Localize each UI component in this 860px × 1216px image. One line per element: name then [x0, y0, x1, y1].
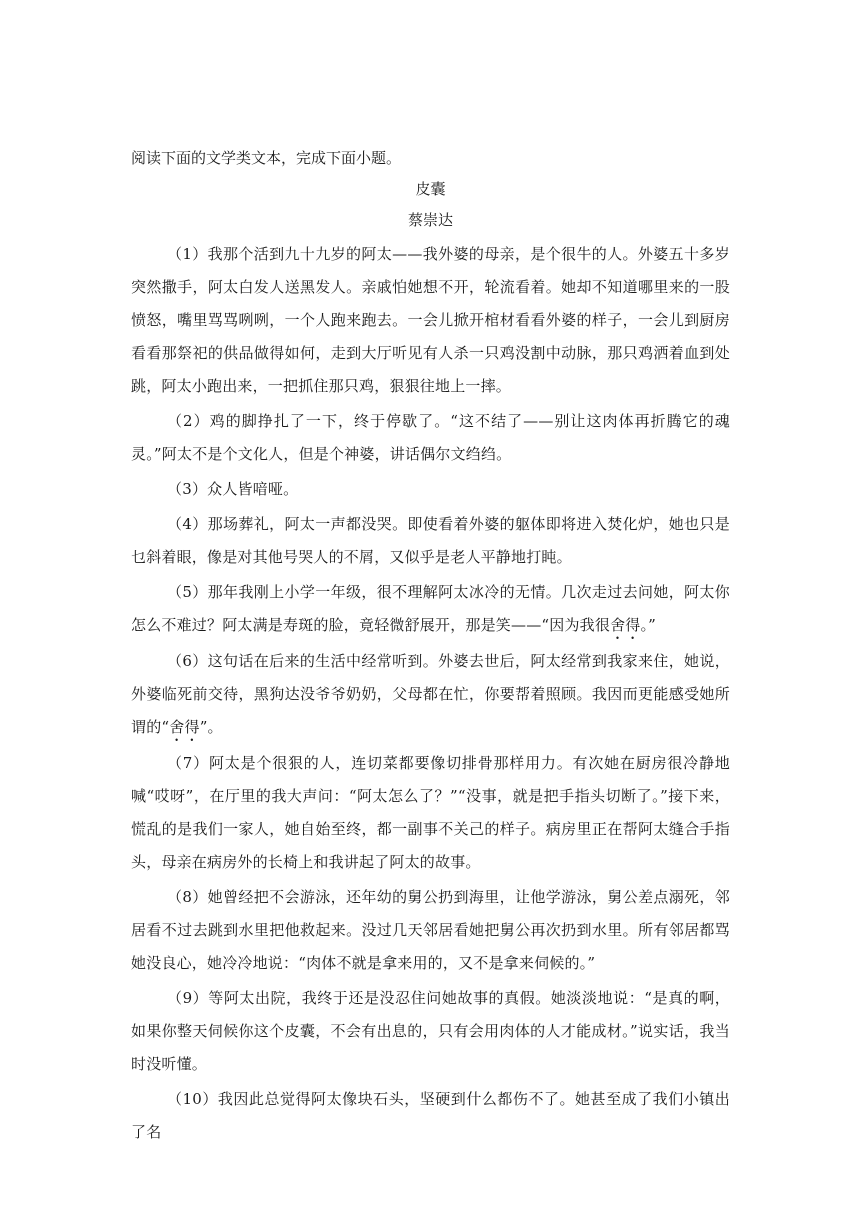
paragraph-text: （8）她曾经把不会游泳，还年幼的舅公扔到海里，让他学游泳，舅公差点溺死，邻居看不过去跳到水里把他救起来。没过几天邻居看她把舅公再次扔到水里。所有邻居都骂她没良心，她冷冷地说：“肉体不就是拿来用的，又不是拿来伺候的。” [131, 888, 730, 972]
paragraph-text: （5）那年我刚上小学一年级，很不理解阿太冰冷的无情。几次走过去问她，阿太你怎么不难过？阿太满是寿斑的脸，竟轻微舒展开，那是笑——“因为我很 [131, 583, 730, 634]
article-body [131, 238, 730, 1149]
paragraph-text: （2）鸡的脚挣扎了一下，终于停歇了。“这不结了——别让这肉体再折腾它的魂灵。”阿太不是个文化人，但是个神婆，讲话偶尔文绉绉。 [131, 412, 730, 463]
emphasized-text: 舍得 [610, 616, 641, 634]
paragraph-text: （4）那场葬礼，阿太一声都没哭。即使看着外婆的躯体即将进入焚化炉，她也只是乜斜着眼，像是对其他号哭人的不屑，又似乎是老人平静地打盹。 [131, 515, 730, 566]
paragraph [131, 982, 730, 1081]
paragraph-text: ”。 [199, 718, 223, 736]
paragraph-text: （7）阿太是个很狠的人，连切菜都要像切排骨那样用力。有次她在厨房很冷静地喊“哎呀”，在厅里的我大声问：“阿太怎么了？”“没事，就是把手指头切断了。”接下来，慌乱的是我们一家人，她自始至终，都一副事不关己的样子。病房里正在帮阿太缝合手指头，母亲在病房外的长椅上和我讲起了阿太的故事。 [131, 754, 730, 871]
paragraph [131, 1083, 730, 1149]
emphasized-text: 舍得 [169, 718, 200, 736]
article-title: 皮囊 [415, 180, 446, 198]
article-author: 蔡崇达 [407, 211, 453, 229]
paragraph-text: 。” [640, 616, 657, 634]
paragraph [131, 508, 730, 574]
instruction-text: 阅读下面的文学类文本，完成下面小题。 [131, 149, 402, 167]
paragraph-text: （3）众人皆喑哑。 [167, 480, 299, 498]
paragraph [131, 881, 730, 980]
paragraph-text: （10）我因此总觉得阿太像块石头，坚硬到什么都伤不了。她甚至成了我们小镇出了名 [131, 1090, 730, 1141]
paragraph [131, 238, 730, 403]
paragraph [131, 576, 730, 643]
paragraph [131, 405, 730, 471]
paragraph [131, 645, 730, 745]
paragraph-text: （6）这句话在后来的生活中经常听到。外婆去世后，阿太经常到我家来住，她说，外婆临死前交待，黑狗达没爷爷奶奶，父母都在忙，你要帮着照顾。我因而更能感受她所谓的“ [131, 652, 730, 736]
paragraph [131, 747, 730, 879]
paragraph-text: （9）等阿太出院，我终于还是没忍住问她故事的真假。她淡淡地说：“是真的啊，如果你整天伺候你这个皮囊，不会有出息的，只有会用肉体的人才能成材。”说实话，我当时没听懂。 [131, 989, 730, 1073]
paragraph-text: （1）我那个活到九十九岁的阿太——我外婆的母亲，是个很牛的人。外婆五十多岁突然撒手，阿太白发人送黑发人。亲戚怕她想不开，轮流看着。她却不知道哪里来的一股愤怒，嘴里骂骂咧咧，一个人跑来跑去。一会儿掀开棺材看看外婆的样子，一会儿到厨房看看那祭祀的供品做得如何，走到大厅听见有人杀一只鸡没割中动脉，那只鸡洒着血到处跳，阿太小跑出来，一把抓住那只鸡，狠狠往地上一摔。 [131, 245, 730, 395]
paragraph [131, 473, 730, 506]
